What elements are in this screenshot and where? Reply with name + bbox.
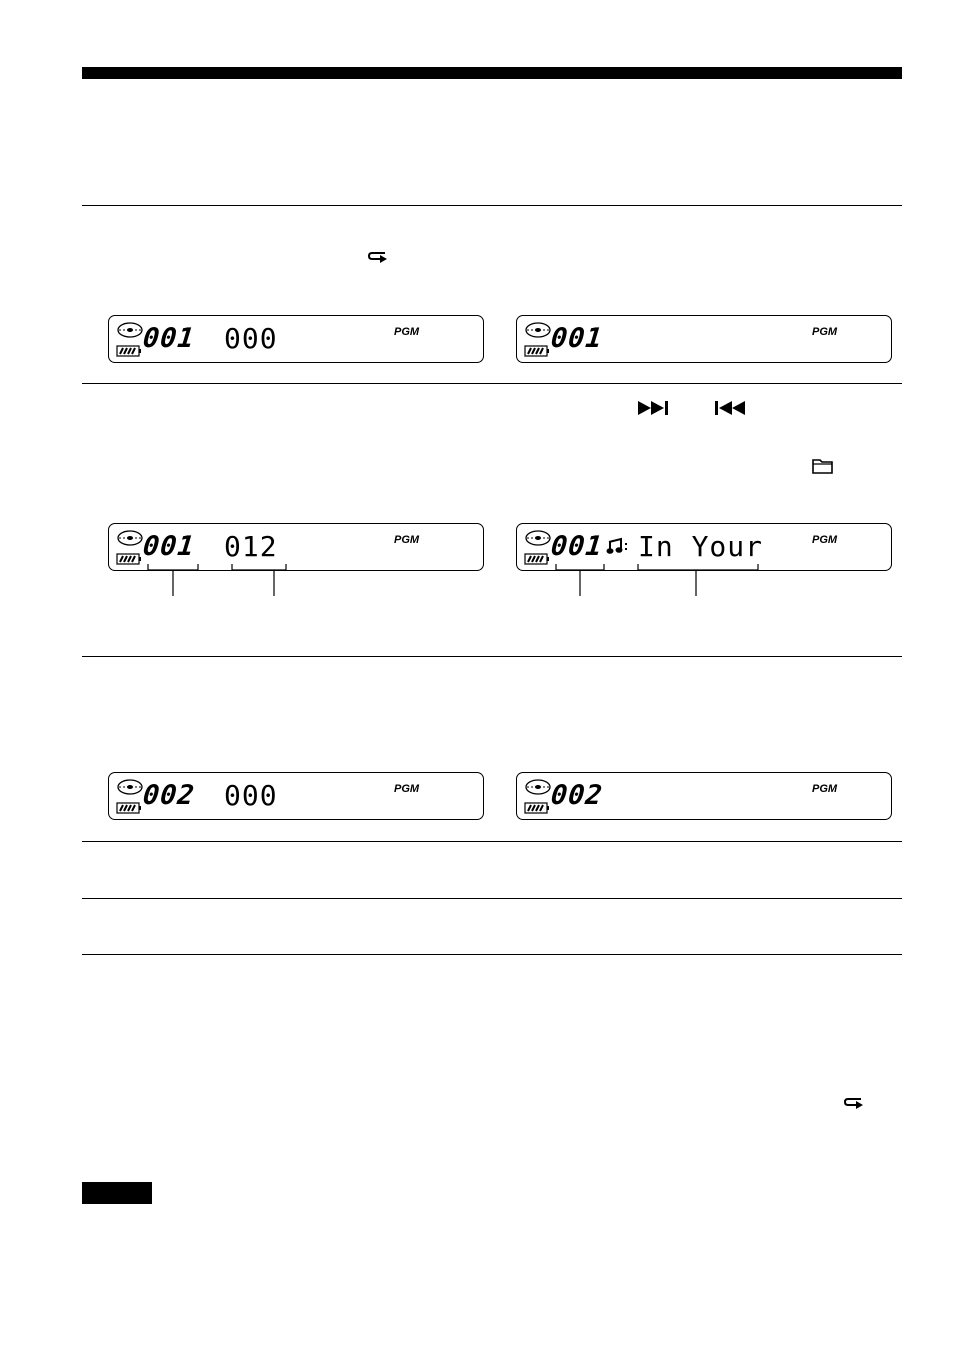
previous-track-icon: [714, 400, 754, 416]
repeat-icon: [367, 250, 391, 266]
folder-icon: [811, 457, 835, 475]
pgm-indicator: PGM: [812, 783, 838, 795]
pgm-indicator: PGM: [394, 326, 420, 338]
pgm-indicator: PGM: [394, 534, 420, 546]
lcd-display: [516, 772, 892, 820]
lcd-display: [108, 315, 484, 363]
callout-brackets: [548, 562, 768, 598]
disc-icon: [116, 778, 144, 796]
pgm-indicator: PGM: [812, 534, 838, 546]
next-track-icon: [637, 400, 677, 416]
battery-icon: [524, 345, 550, 357]
section-divider: [82, 656, 902, 657]
header-bar: [82, 67, 902, 79]
repeat-icon: [843, 1096, 867, 1112]
section-divider: [82, 205, 902, 206]
disc-icon: [116, 321, 144, 339]
music-note-icon: [605, 536, 633, 556]
track-title: In Your: [638, 530, 764, 563]
track-number: 002: [549, 780, 605, 811]
disc-icon: [116, 529, 144, 547]
lcd-display: [108, 772, 484, 820]
battery-icon: [116, 345, 142, 357]
note-label-box: [82, 1182, 152, 1204]
elapsed-number: 012: [224, 530, 278, 563]
battery-icon: [524, 802, 550, 814]
battery-icon: [116, 802, 142, 814]
track-number: 001: [141, 531, 197, 562]
track-number: 001: [549, 323, 605, 354]
elapsed-number: 000: [224, 322, 278, 355]
elapsed-number: 000: [224, 779, 278, 812]
battery-icon: [524, 553, 550, 565]
callout-brackets: [140, 562, 300, 598]
section-divider: [82, 383, 902, 384]
pgm-indicator: PGM: [812, 326, 838, 338]
track-number: 002: [141, 780, 197, 811]
disc-icon: [524, 778, 552, 796]
track-number: 001: [141, 323, 197, 354]
disc-icon: [524, 321, 552, 339]
section-divider: [82, 954, 902, 955]
section-divider: [82, 898, 902, 899]
lcd-display: [516, 315, 892, 363]
track-number: 001: [549, 531, 605, 562]
pgm-indicator: PGM: [394, 783, 420, 795]
disc-icon: [524, 529, 552, 547]
section-divider: [82, 841, 902, 842]
battery-icon: [116, 553, 142, 565]
